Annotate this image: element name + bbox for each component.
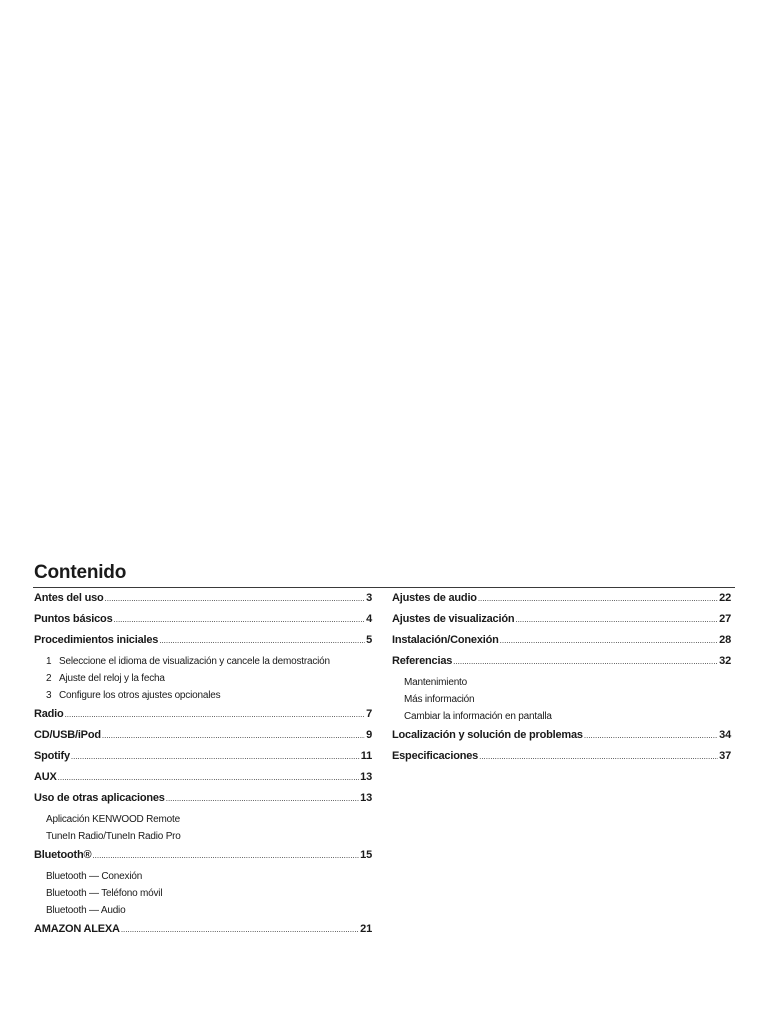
toc-subentry-bluetooth-telefono-movil[interactable] — [34, 885, 372, 902]
toc-subentry-label: Aplicación KENWOOD Remote — [46, 814, 180, 825]
dot-leader — [478, 592, 718, 606]
toc-entry-bluetooth[interactable] — [34, 848, 372, 862]
toc-subentry-label: Bluetooth — Audio — [46, 905, 126, 916]
dot-leader — [105, 592, 366, 606]
toc-page-number: 5 — [366, 634, 372, 646]
toc-entry-label: Puntos básicos — [34, 613, 113, 625]
dot-leader — [515, 613, 718, 627]
dot-leader — [92, 849, 359, 863]
toc-entry-procedimientos-iniciales[interactable] — [34, 633, 372, 647]
title-divider — [33, 587, 735, 588]
toc-page-number: 3 — [366, 592, 372, 604]
toc-entry-label: Localización y solución de problemas — [392, 729, 583, 741]
toc-subentry-configure-los-otros-ajustes-opcionales[interactable] — [34, 687, 372, 704]
dot-leader — [71, 750, 360, 764]
dot-leader — [121, 923, 359, 937]
toc-entry-label: Bluetooth® — [34, 849, 92, 861]
toc-subentry-label: Bluetooth — Conexión — [46, 871, 143, 882]
toc-entry-radio[interactable] — [34, 707, 372, 721]
toc-subentry-aplicacion-kenwood-remote[interactable] — [34, 811, 372, 828]
toc-subentry-label: Más información — [404, 694, 475, 705]
dot-leader — [114, 613, 366, 627]
toc-subentry-bluetooth-audio[interactable] — [34, 902, 372, 919]
toc-column-left — [34, 591, 372, 936]
toc-subentry-label: TuneIn Radio/TuneIn Radio Pro — [46, 831, 181, 842]
toc-page-number: 7 — [366, 708, 372, 720]
toc-page-number: 21 — [360, 923, 372, 935]
toc-page-number: 28 — [719, 634, 731, 646]
toc-entry-ajustes-de-visualizacion[interactable] — [392, 612, 731, 626]
toc-entry-label: Ajustes de audio — [392, 592, 477, 604]
dot-leader — [58, 771, 360, 785]
dot-leader — [159, 634, 365, 648]
toc-subentry-mantenimiento[interactable] — [392, 674, 731, 691]
dot-leader — [453, 655, 718, 669]
toc-page-number: 9 — [366, 729, 372, 741]
toc-subentry-number: 2 — [46, 673, 52, 684]
toc-page-number: 11 — [360, 750, 372, 762]
toc-entry-label: Ajustes de visualización — [392, 613, 515, 625]
toc-page-number: 27 — [719, 613, 731, 625]
toc-entry-puntos-basicos[interactable] — [34, 612, 372, 626]
toc-subentry-label: Bluetooth — Teléfono móvil — [46, 888, 163, 899]
toc-subentry-mas-informacion[interactable] — [392, 691, 731, 708]
toc-page-number: 13 — [360, 771, 372, 783]
toc-page-number: 13 — [360, 792, 372, 804]
toc-entry-label: Especificaciones — [392, 750, 479, 762]
toc-entry-antes-del-uso[interactable] — [34, 591, 372, 605]
toc-subentry-ajuste-del-reloj-y-la-fecha[interactable] — [34, 670, 372, 687]
toc-entry-label: Uso de otras aplicaciones — [34, 792, 165, 804]
toc-entry-label: AUX — [34, 771, 57, 783]
toc-page-number: 32 — [719, 655, 731, 667]
dot-leader — [584, 729, 718, 743]
toc-title: Contenido — [34, 562, 127, 583]
toc-subentry-tunein-radio-tunein-radio-pro[interactable] — [34, 828, 372, 845]
dot-leader — [166, 792, 359, 806]
toc-subentry-cambiar-la-informacion-en-pantalla[interactable] — [392, 708, 731, 725]
toc-entry-amazon-alexa[interactable] — [34, 922, 372, 936]
toc-entry-uso-de-otras-aplicaciones[interactable] — [34, 791, 372, 805]
toc-entry-instalacion-conexion[interactable] — [392, 633, 731, 647]
dot-leader — [500, 634, 719, 648]
toc-entry-localizacion-y-solucion-de-problemas[interactable] — [392, 728, 731, 742]
toc-page-number: 4 — [366, 613, 372, 625]
toc-subentry-label: Configure los otros ajustes opcionales — [59, 690, 221, 701]
toc-entry-aux[interactable] — [34, 770, 372, 784]
toc-subentry-bluetooth-conexion[interactable] — [34, 868, 372, 885]
dot-leader — [479, 750, 718, 764]
toc-subentry-label: Ajuste del reloj y la fecha — [59, 673, 165, 684]
toc-entry-label: Procedimientos iniciales — [34, 634, 159, 646]
toc-subentry-number: 1 — [46, 656, 52, 667]
toc-entry-ajustes-de-audio[interactable] — [392, 591, 731, 605]
toc-entry-label: Spotify — [34, 750, 70, 762]
toc-entry-cd-usb-ipod[interactable] — [34, 728, 372, 742]
dot-leader — [65, 708, 366, 722]
toc-page-number: 34 — [719, 729, 731, 741]
toc-entry-label: Referencias — [392, 655, 453, 667]
toc-entry-referencias[interactable] — [392, 654, 731, 668]
toc-entry-label: Antes del uso — [34, 592, 104, 604]
toc-entry-spotify[interactable] — [34, 749, 372, 763]
toc-page-number: 22 — [719, 592, 731, 604]
toc-entry-label: CD/USB/iPod — [34, 729, 101, 741]
toc-subentry-label: Mantenimiento — [404, 677, 467, 688]
toc-entry-label: Radio — [34, 708, 64, 720]
toc-entry-especificaciones[interactable] — [392, 749, 731, 763]
dot-leader — [102, 729, 365, 743]
toc-page-number: 15 — [360, 849, 372, 861]
toc-subentry-label: Seleccione el idioma de visualización y cancele la demostración — [59, 656, 330, 667]
toc-column-right — [392, 591, 731, 763]
toc-subentry-label: Cambiar la información en pantalla — [404, 711, 552, 722]
toc-subentry-seleccione-el-idioma-de-visualizacion-y-cancele-la-demostracion[interactable] — [34, 653, 372, 670]
toc-entry-label: Instalación/Conexión — [392, 634, 499, 646]
toc-page-number: 37 — [719, 750, 731, 762]
toc-subentry-number: 3 — [46, 690, 52, 701]
toc-entry-label: AMAZON ALEXA — [34, 923, 120, 935]
